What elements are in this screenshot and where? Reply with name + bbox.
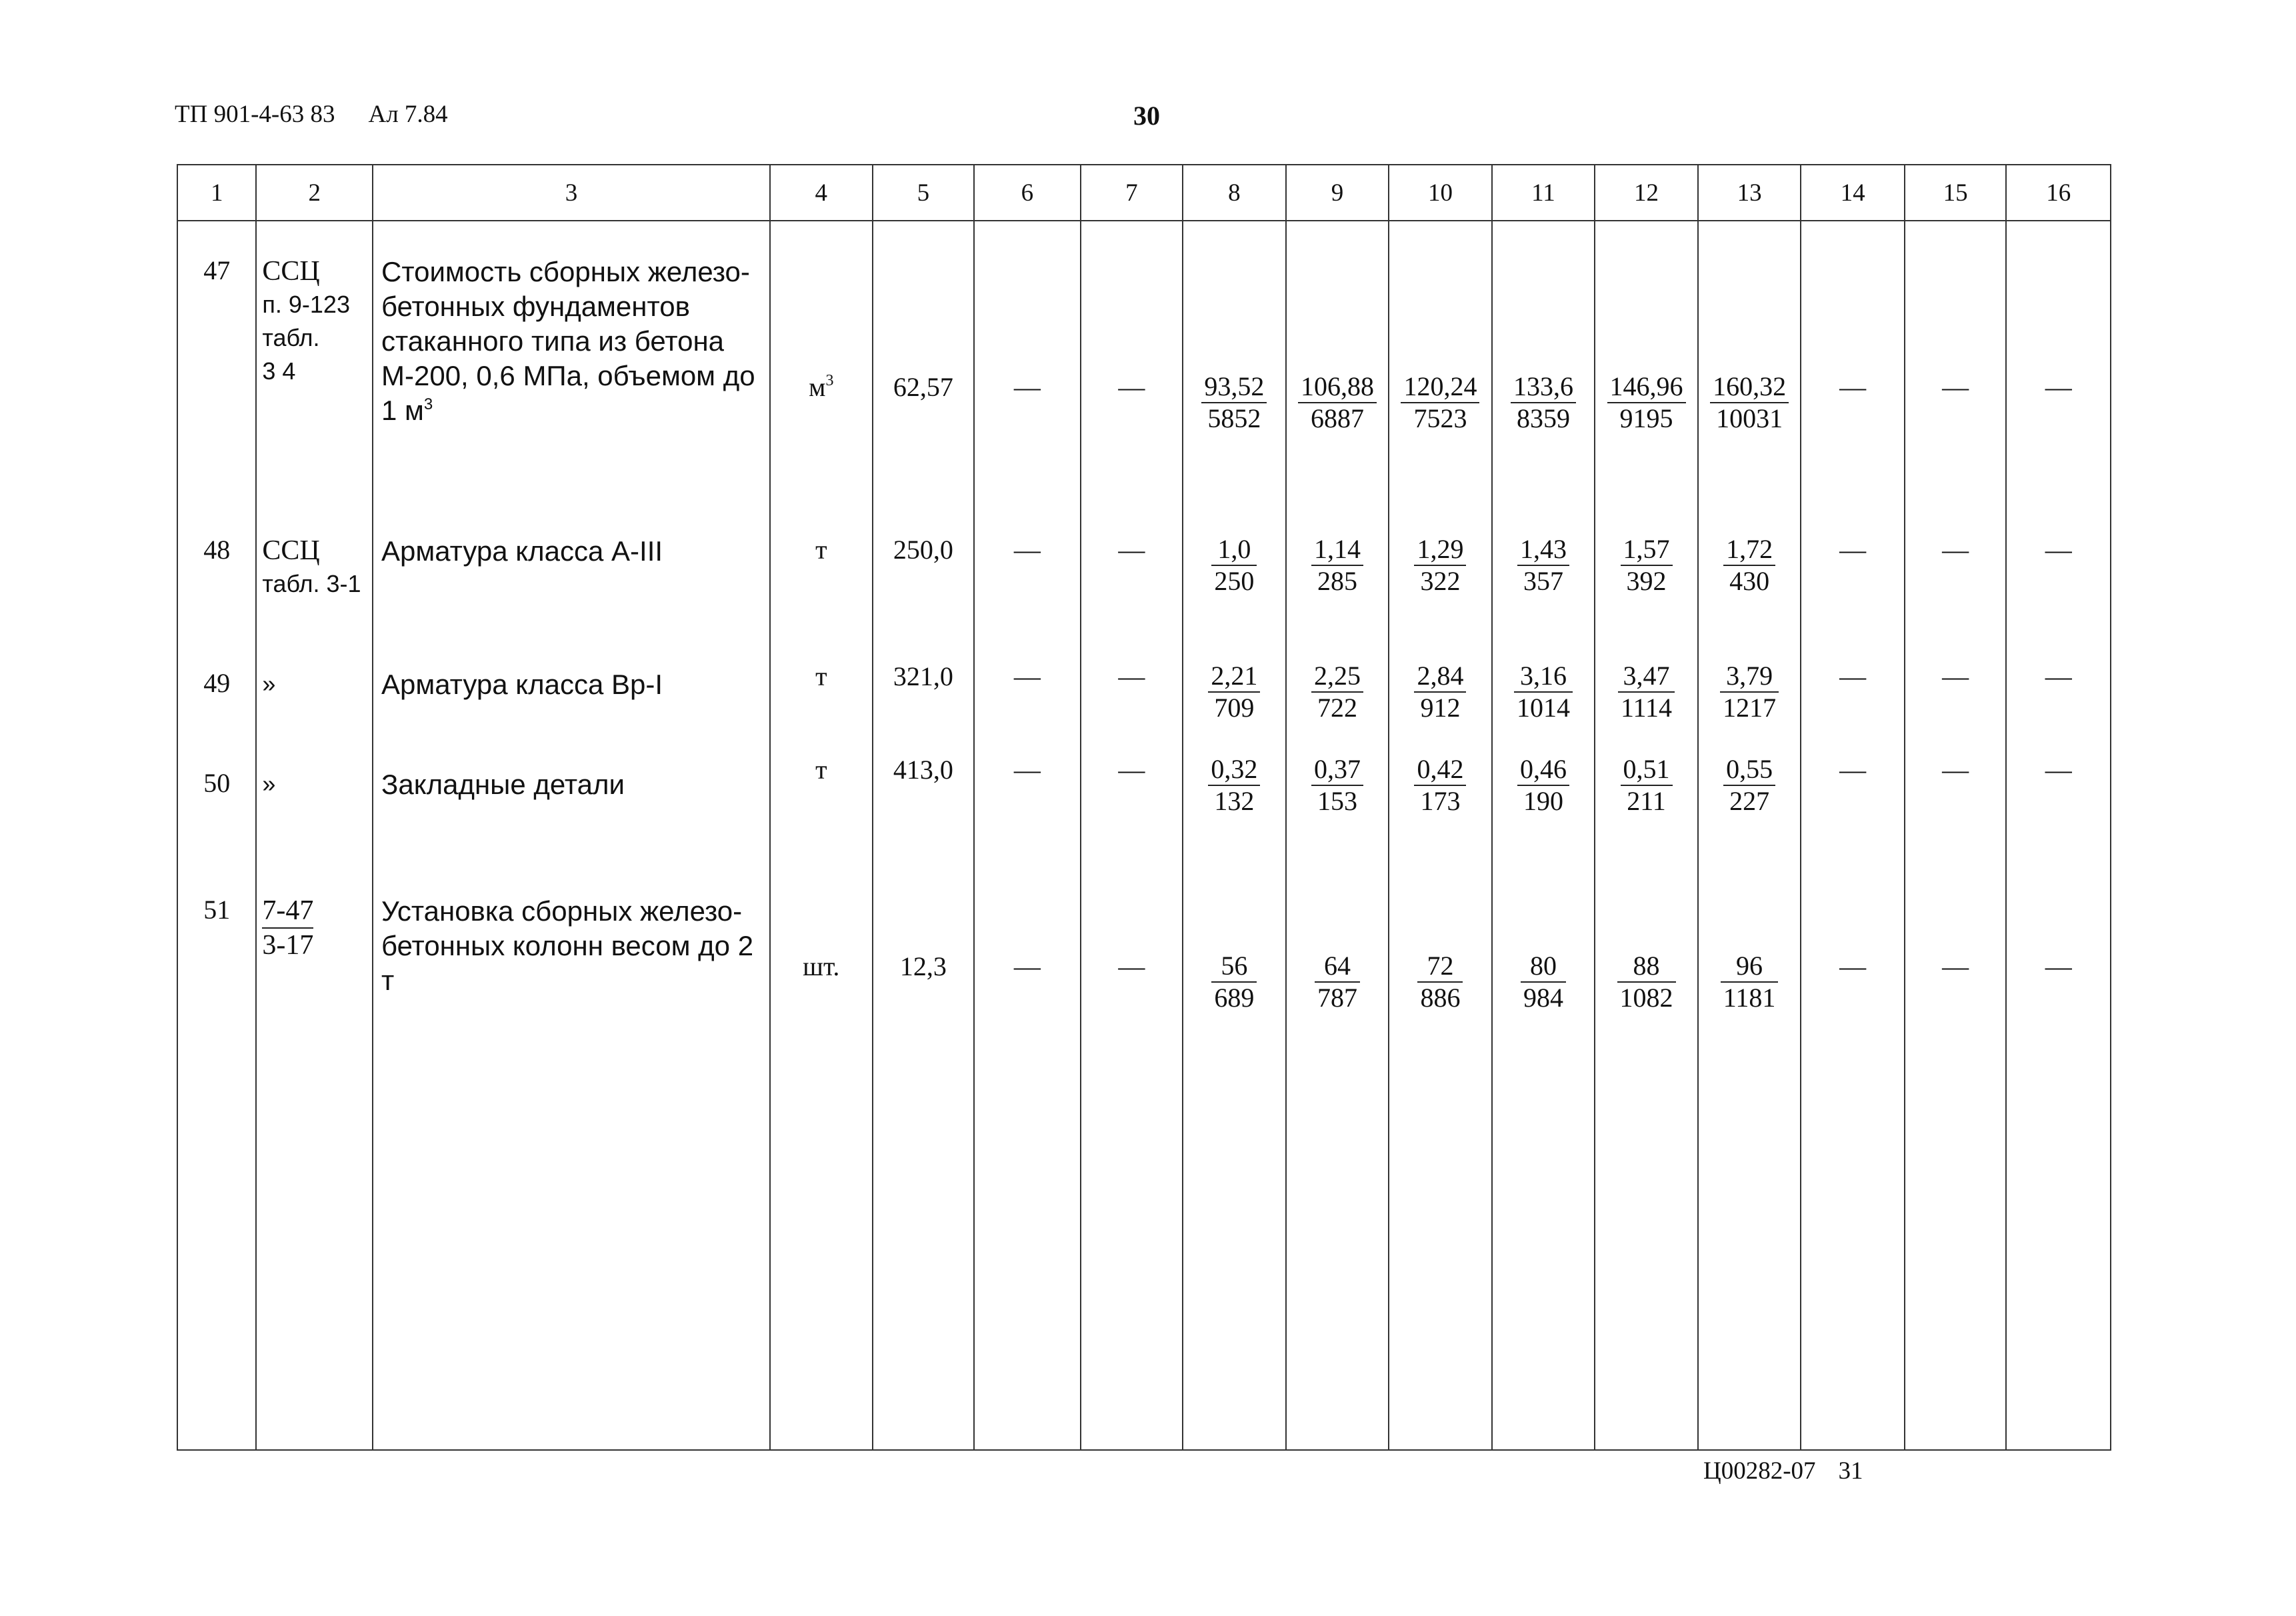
fraction-cell <box>1286 221 1389 501</box>
row-number: 50 <box>203 768 231 798</box>
dash-cell <box>974 734 1081 861</box>
reference-denominator: 3-17 <box>262 930 314 961</box>
fraction-cell <box>1286 734 1389 861</box>
fraction <box>1710 371 1789 434</box>
fraction-numerator: 2,21 <box>1208 661 1260 693</box>
row-number: 47 <box>203 255 231 285</box>
fraction-cell <box>1698 734 1801 861</box>
fraction-cell <box>1286 861 1389 1023</box>
dash: — <box>1013 535 1041 565</box>
unit-superscript: 3 <box>825 372 834 389</box>
col-header: 7 <box>1081 165 1183 221</box>
empty-cell <box>177 1023 256 1450</box>
fraction-denominator: 430 <box>1729 566 1770 596</box>
unit-cell <box>770 501 873 634</box>
fraction-denominator: 9195 <box>1619 403 1673 433</box>
reference-cell <box>256 501 373 634</box>
fraction <box>1621 754 1673 817</box>
work-name: Стоимость сборных железо-бетонных фундаментов стаканного типа из бетона М-200, 0,6 МПа, объемом до 1 м <box>381 256 755 426</box>
unit: м <box>809 372 826 402</box>
fraction <box>1211 951 1257 1013</box>
price: 413,0 <box>893 755 953 785</box>
fraction-denominator: 285 <box>1317 566 1357 596</box>
col-header: 2 <box>256 165 373 221</box>
fraction <box>1211 534 1257 597</box>
work-name-cell <box>373 634 770 734</box>
empty-cell <box>2006 1023 2111 1450</box>
fraction <box>1517 534 1569 597</box>
dash: — <box>1839 372 1867 402</box>
empty-cell <box>1801 1023 1905 1450</box>
unit-cell <box>770 634 873 734</box>
dash-cell <box>1905 634 2007 734</box>
fraction-numerator: 2,84 <box>1414 661 1466 693</box>
fraction-numerator: 56 <box>1211 951 1257 983</box>
dash-cell <box>1801 634 1905 734</box>
fraction-numerator: 1,29 <box>1414 534 1466 566</box>
dash: — <box>1013 372 1041 402</box>
dash-cell <box>1801 501 1905 634</box>
empty-cell <box>770 1023 873 1450</box>
empty-cell <box>974 1023 1081 1450</box>
fraction-numerator: 1,43 <box>1517 534 1569 566</box>
dash: — <box>1118 535 1145 565</box>
fraction-denominator: 227 <box>1729 786 1770 816</box>
row-number-cell <box>177 221 256 501</box>
reference-line: ССЦ <box>262 535 320 566</box>
fraction-denominator: 211 <box>1627 786 1666 816</box>
row-number: 49 <box>203 668 231 698</box>
fraction-cell <box>1183 734 1286 861</box>
work-name-superscript: 3 <box>423 395 433 413</box>
fraction <box>1720 661 1779 723</box>
fraction-numerator: 64 <box>1315 951 1360 983</box>
dash-cell <box>1081 221 1183 501</box>
dash-cell <box>1905 221 2007 501</box>
reference-line: » <box>262 770 276 797</box>
reference-line: п. 9-123 <box>262 291 350 318</box>
empty-cell <box>1595 1023 1698 1450</box>
row-number-cell <box>177 501 256 634</box>
price: 62,57 <box>893 372 953 402</box>
fraction-numerator: 0,46 <box>1517 754 1569 786</box>
reference-cell <box>256 634 373 734</box>
table-row <box>177 221 2111 501</box>
fraction-numerator: 93,52 <box>1201 371 1267 403</box>
dash-cell <box>1081 734 1183 861</box>
price-cell <box>873 734 975 861</box>
column-number-row <box>177 165 2111 221</box>
unit-cell <box>770 734 873 861</box>
dash: — <box>1013 755 1041 785</box>
fraction-denominator: 1217 <box>1723 693 1777 723</box>
fraction <box>1621 534 1673 597</box>
fraction-cell <box>1492 221 1595 501</box>
col-header: 10 <box>1389 165 1492 221</box>
col-header: 12 <box>1595 165 1698 221</box>
fraction-numerator: 1,57 <box>1621 534 1673 566</box>
fraction-denominator: 689 <box>1214 983 1255 1013</box>
reference-line: ССЦ <box>262 256 320 287</box>
unit: т <box>815 755 827 785</box>
fraction <box>1298 371 1377 434</box>
table-filler-row <box>177 1023 2111 1450</box>
fraction-denominator: 709 <box>1214 693 1255 723</box>
dash: — <box>2045 372 2072 402</box>
work-name: Арматура класса Вр-I <box>381 669 663 700</box>
dash-cell <box>2006 734 2111 861</box>
fraction-cell <box>1183 501 1286 634</box>
dash: — <box>1118 755 1145 785</box>
dash: — <box>1839 661 1867 691</box>
fraction <box>1414 534 1466 597</box>
fraction-denominator: 5852 <box>1207 403 1261 433</box>
fraction-cell <box>1389 221 1492 501</box>
reference-cell <box>256 861 373 1023</box>
empty-cell <box>1492 1023 1595 1450</box>
empty-cell <box>1698 1023 1801 1450</box>
reference-line: табл. 3-1 <box>262 570 361 597</box>
dash-cell <box>2006 501 2111 634</box>
dash: — <box>2045 535 2072 565</box>
fraction-cell <box>1389 734 1492 861</box>
fraction <box>1721 951 1779 1013</box>
fraction-denominator: 6887 <box>1310 403 1364 433</box>
fraction <box>1511 371 1576 434</box>
reference-numerator <box>262 894 369 929</box>
dash: — <box>1942 372 1969 402</box>
fraction <box>1208 661 1260 723</box>
dash-cell <box>1801 734 1905 861</box>
dash: — <box>1942 661 1969 691</box>
fraction-cell <box>1595 861 1698 1023</box>
dash: — <box>2045 661 2072 691</box>
fraction-cell <box>1183 634 1286 734</box>
fraction-numerator: 0,55 <box>1723 754 1775 786</box>
fraction-numerator: 0,42 <box>1414 754 1466 786</box>
dash: — <box>1013 661 1041 691</box>
fraction-numerator: 0,37 <box>1311 754 1363 786</box>
fraction-numerator: 160,32 <box>1710 371 1789 403</box>
fraction-cell <box>1389 501 1492 634</box>
fraction-denominator: 1082 <box>1619 983 1673 1013</box>
price-cell <box>873 861 975 1023</box>
fraction-denominator: 7523 <box>1413 403 1467 433</box>
fraction-cell <box>1183 861 1286 1023</box>
dash: — <box>1839 755 1867 785</box>
fraction <box>1521 951 1566 1013</box>
unit: т <box>815 661 827 691</box>
fraction-cell <box>1698 501 1801 634</box>
dash-cell <box>1905 501 2007 634</box>
fraction <box>1208 754 1260 817</box>
fraction-cell <box>1492 734 1595 861</box>
fraction-numerator: 3,16 <box>1514 661 1573 693</box>
price: 321,0 <box>893 661 953 691</box>
table-row <box>177 861 2111 1023</box>
fraction <box>1401 371 1479 434</box>
dash: — <box>1839 535 1867 565</box>
empty-cell <box>1905 1023 2007 1450</box>
work-name: Установка сборных железо-бетонных колонн весом до 2 т <box>381 895 754 996</box>
fraction-numerator: 2,25 <box>1311 661 1363 693</box>
fraction-numerator: 72 <box>1417 951 1463 983</box>
dash-cell <box>974 634 1081 734</box>
doc-code-text: ТП 901-4-63 83 <box>175 101 335 128</box>
dash: — <box>1839 951 1867 981</box>
fraction-cell <box>1595 221 1698 501</box>
row-number-cell <box>177 861 256 1023</box>
fraction-numerator: 133,6 <box>1511 371 1576 403</box>
empty-cell <box>873 1023 975 1450</box>
col-header: 6 <box>974 165 1081 221</box>
col-header: 16 <box>2006 165 2111 221</box>
fraction <box>1311 661 1363 723</box>
fraction-cell <box>1492 861 1595 1023</box>
col-header: 14 <box>1801 165 1905 221</box>
fraction-denominator: 153 <box>1317 786 1357 816</box>
fraction <box>1723 534 1775 597</box>
fraction-cell <box>1595 734 1698 861</box>
work-name-cell <box>373 734 770 861</box>
fraction-denominator: 392 <box>1626 566 1667 596</box>
row-number: 51 <box>203 895 231 925</box>
table-row <box>177 734 2111 861</box>
fraction <box>1617 951 1676 1013</box>
document-code <box>175 100 481 129</box>
fraction-numerator: 1,14 <box>1311 534 1363 566</box>
fraction-denominator: 322 <box>1420 566 1461 596</box>
fraction-denominator: 190 <box>1523 786 1563 816</box>
fraction-denominator: 8359 <box>1517 403 1570 433</box>
fraction-cell <box>1389 861 1492 1023</box>
col-header: 13 <box>1698 165 1801 221</box>
col-header: 8 <box>1183 165 1286 221</box>
fraction <box>1201 371 1267 434</box>
dash-cell <box>1081 634 1183 734</box>
album-text: Ал 7.84 <box>368 101 448 128</box>
fraction-cell <box>1698 221 1801 501</box>
fraction-numerator: 1,0 <box>1211 534 1257 566</box>
col-header: 15 <box>1905 165 2007 221</box>
fraction-numerator: 106,88 <box>1298 371 1377 403</box>
col-header: 5 <box>873 165 975 221</box>
unit-cell <box>770 221 873 501</box>
reference-line: » <box>262 670 276 697</box>
reference-numerator-text: 7-47 <box>262 894 313 929</box>
dash-cell <box>974 221 1081 501</box>
fraction-numerator: 0,51 <box>1621 754 1673 786</box>
fraction-cell <box>1698 861 1801 1023</box>
dash: — <box>1942 755 1969 785</box>
unit-cell <box>770 861 873 1023</box>
dash-cell <box>974 501 1081 634</box>
table-row <box>177 634 2111 734</box>
fraction-cell <box>1286 501 1389 634</box>
fraction-denominator: 722 <box>1317 693 1357 723</box>
price: 250,0 <box>893 535 953 565</box>
dash-cell <box>1801 861 1905 1023</box>
fraction-numerator: 96 <box>1721 951 1779 983</box>
dash: — <box>1942 535 1969 565</box>
fraction-cell <box>1492 634 1595 734</box>
fraction-numerator: 1,72 <box>1723 534 1775 566</box>
fraction <box>1311 754 1363 817</box>
fraction <box>1315 951 1360 1013</box>
page-number: 30 <box>1133 101 1160 131</box>
fraction-numerator: 146,96 <box>1607 371 1686 403</box>
fraction-cell <box>1286 634 1389 734</box>
dash-cell <box>1081 501 1183 634</box>
reference-cell <box>256 221 373 501</box>
table-row <box>177 501 2111 634</box>
fraction-denominator: 787 <box>1317 983 1357 1013</box>
fraction-denominator: 1114 <box>1621 693 1673 723</box>
empty-cell <box>1183 1023 1286 1450</box>
fraction <box>1414 754 1466 817</box>
fraction-denominator: 1181 <box>1723 983 1776 1013</box>
empty-cell <box>1286 1023 1389 1450</box>
col-header: 3 <box>373 165 770 221</box>
fraction <box>1414 661 1466 723</box>
fraction-cell <box>1492 501 1595 634</box>
dash: — <box>1118 372 1145 402</box>
estimate-table <box>177 164 2111 1451</box>
price-cell <box>873 634 975 734</box>
price-cell <box>873 221 975 501</box>
dash-cell <box>974 861 1081 1023</box>
sheet-number: 31 <box>1838 1457 1863 1485</box>
unit: шт. <box>803 951 840 981</box>
dash: — <box>2045 755 2072 785</box>
dash-cell <box>1081 861 1183 1023</box>
fraction-numerator: 80 <box>1521 951 1566 983</box>
fraction <box>1514 661 1573 723</box>
reference-line: табл. <box>262 324 320 351</box>
dash-cell <box>1905 734 2007 861</box>
footer-code-text: Ц00282-07 <box>1703 1457 1816 1485</box>
fraction-denominator: 912 <box>1420 693 1461 723</box>
col-header: 11 <box>1492 165 1595 221</box>
fraction <box>1607 371 1686 434</box>
empty-cell <box>256 1023 373 1450</box>
fraction <box>1311 534 1363 597</box>
col-header: 4 <box>770 165 873 221</box>
dash-cell <box>2006 861 2111 1023</box>
work-name-cell <box>373 861 770 1023</box>
fraction-cell <box>1389 634 1492 734</box>
work-name-cell <box>373 501 770 634</box>
empty-cell <box>1081 1023 1183 1450</box>
empty-cell <box>1389 1023 1492 1450</box>
row-number-cell <box>177 634 256 734</box>
dash-cell <box>1801 221 1905 501</box>
fraction-numerator: 0,32 <box>1208 754 1260 786</box>
dash-cell <box>2006 634 2111 734</box>
dash: — <box>1013 951 1041 981</box>
dash: — <box>1118 661 1145 691</box>
fraction <box>1417 951 1463 1013</box>
fraction-cell <box>1183 221 1286 501</box>
empty-cell <box>373 1023 770 1450</box>
fraction-denominator: 250 <box>1214 566 1255 596</box>
fraction-numerator: 120,24 <box>1401 371 1479 403</box>
price-cell <box>873 501 975 634</box>
fraction-cell <box>1595 634 1698 734</box>
fraction-numerator: 88 <box>1617 951 1676 983</box>
unit: т <box>815 535 827 565</box>
row-number: 48 <box>203 535 231 565</box>
fraction <box>1723 754 1775 817</box>
fraction-denominator: 1014 <box>1517 693 1570 723</box>
work-name-cell <box>373 221 770 501</box>
fraction-denominator: 173 <box>1420 786 1461 816</box>
fraction-numerator: 3,79 <box>1720 661 1779 693</box>
reference-line: 3 4 <box>262 357 296 385</box>
fraction <box>1517 754 1569 817</box>
fraction-cell <box>1595 501 1698 634</box>
fraction-numerator: 3,47 <box>1618 661 1675 693</box>
fraction-cell <box>1698 634 1801 734</box>
col-header: 9 <box>1286 165 1389 221</box>
dash-cell <box>1905 861 2007 1023</box>
dash: — <box>2045 951 2072 981</box>
dash: — <box>1942 951 1969 981</box>
price: 12,3 <box>899 951 947 981</box>
reference-cell <box>256 734 373 861</box>
work-name: Арматура класса А-III <box>381 535 663 567</box>
row-number-cell <box>177 734 256 861</box>
work-name: Закладные детали <box>381 769 625 800</box>
col-header: 1 <box>177 165 256 221</box>
fraction-denominator: 886 <box>1420 983 1461 1013</box>
fraction-denominator: 10031 <box>1716 403 1783 433</box>
fraction-denominator: 357 <box>1523 566 1563 596</box>
dash-cell <box>2006 221 2111 501</box>
fraction-denominator: 984 <box>1523 983 1563 1013</box>
dash: — <box>1118 951 1145 981</box>
fraction-denominator: 132 <box>1214 786 1255 816</box>
fraction <box>1618 661 1675 723</box>
footer-code <box>1703 1457 1886 1485</box>
